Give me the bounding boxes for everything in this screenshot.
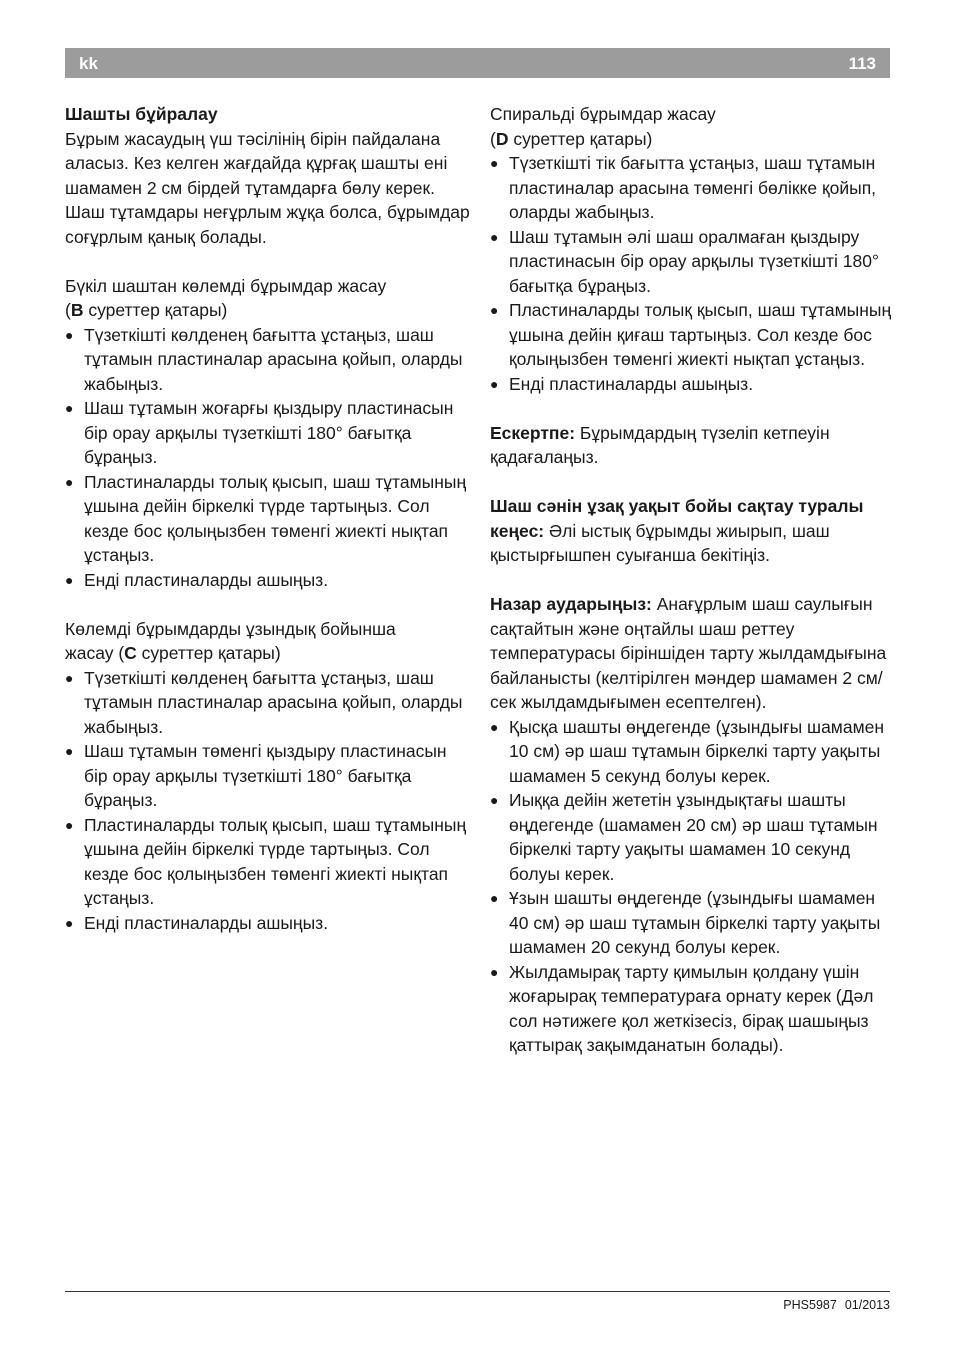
- list-item: ● Ұзын шашты өңдегенде (ұзындығы шамамен 40 см) әр шаш тұтамын біркелкі тарту уақыты шамамен 20 секунд болуы керек.: [490, 886, 895, 960]
- note-text: Бұрымдардың түзеліп кетпеуін қадағалаңыз.: [490, 422, 830, 467]
- left-column: [65, 102, 475, 960]
- list-item: ● Шаш тұтамын төменгі қыздыру пластинасын бір орау арқылы түзеткішті 180° бағытқа бұраңыз.: [65, 739, 475, 813]
- note-paragraph: [490, 421, 895, 470]
- heading-c-suffix: суреттер қатары): [136, 643, 281, 663]
- section-title-curling: Шашты бұйралау: [65, 104, 218, 124]
- list-item: ● Пластиналарды толық қысып, шаш тұтамының ұшына дейін біркелкі түрде тартыңыз. Сол кезде бос қолыңызбен төменгі жиекті нықтап ұстаңыз.: [65, 470, 475, 568]
- heading-d-letter: D: [495, 128, 509, 149]
- list-item: ● Түзеткішті көлденең бағытта ұстаңыз, шаш тұтамын пластиналар арасына қойып, оларды жабыңыз.: [65, 666, 475, 740]
- heading-d-suffix: суреттер қатары): [508, 128, 653, 149]
- list-item: ● Қысқа шашты өңдегенде (ұзындығы шамамен 10 см) әр шаш тұтамын біркелкі тарту уақыты шамамен 5 секунд болуы керек.: [490, 715, 895, 789]
- heading-c-prefix: жасау (: [65, 643, 125, 663]
- list-b: [65, 323, 475, 593]
- list-attention: [490, 715, 895, 1058]
- right-column: [490, 102, 895, 1082]
- page-number: 113: [848, 54, 876, 73]
- section-heading-b: [65, 274, 475, 323]
- footer-model: PHS5987: [783, 1298, 837, 1312]
- footer-divider: [65, 1291, 890, 1292]
- list-item: ● Енді пластиналарды ашыңыз.: [65, 911, 475, 936]
- tip-text: Әлі ыстық бұрымды жиырып, шаш қыстырғышпен суығанша бекітіңіз.: [490, 520, 830, 565]
- list-item: ● Түзеткішті тік бағытта ұстаңыз, шаш тұтамын пластиналар арасына төменгі бөлікке қойып, оларды жабыңыз.: [490, 151, 895, 225]
- section-curling: [65, 102, 475, 249]
- note-label: Ескертпе:: [490, 422, 576, 443]
- heading-b-paren: (: [65, 300, 71, 320]
- list-item: ● Иыққа дейін жететін ұзындықтағы шашты өңдегенде (шамамен 20 см) әр шаш тұтамын біркелкі тарту уақыты шамамен 10 секунд болуы керек.: [490, 788, 895, 886]
- attention-label: Назар аударыңыз:: [490, 594, 652, 614]
- heading-b-letter: B: [70, 300, 84, 320]
- attention-paragraph: [490, 592, 895, 715]
- heading-c-letter: C: [124, 643, 137, 663]
- list-item: ● Пластиналарды толық қысып, шаш тұтамының ұшына дейін қиғаш тартыңыз. Сол кезде бос қолыңызбен төменгі жиекті нықтап ұстаңыз.: [490, 298, 895, 372]
- list-item: ● Түзеткішті көлденең бағытта ұстаңыз, шаш тұтамын пластиналар арасына қойып, оларды жабыңыз.: [65, 323, 475, 397]
- heading-b-line1: Бүкіл шаштан көлемді бұрымдар жасау: [65, 275, 387, 296]
- heading-d-line1: Спиральді бұрымдар жасау: [490, 104, 716, 124]
- page-header-bar: [65, 48, 890, 78]
- language-code: kk: [79, 54, 98, 73]
- list-item: ● Енді пластиналарды ашыңыз.: [490, 372, 895, 397]
- list-item: ● Шаш тұтамын жоғарғы қыздыру пластинасын бір орау арқылы түзеткішті 180° бағытқа бұраңыз.: [65, 396, 475, 470]
- section-body-curling: Бұрым жасаудың үш тәсілінің бірін пайдалана аласыз. Кез келген жағдайда құрғақ шашты ені шамамен 2 см бірдей тұтамдарға бөлу керек. Шаш тұтамдары неғұрлым жұқа болса, бұрымдар соғұрлым қанық болады.: [65, 128, 470, 247]
- list-item: ● Жылдамырақ тарту қимылын қолдану үшін жоғарырақ температураға орнату керек (Дәл сол нәтижеге қол жеткізесіз, бірақ шашыңыз қаттырақ зақымданатын болады).: [490, 960, 895, 1058]
- tip-paragraph: [490, 494, 895, 568]
- list-c: [65, 666, 475, 936]
- tip-label: Шаш сәнін ұзақ уақыт бойы сақтау туралы кеңес:: [490, 496, 864, 541]
- list-item: ● Енді пластиналарды ашыңыз.: [65, 568, 475, 593]
- list-d: [490, 151, 895, 396]
- heading-b-suffix: суреттер қатары): [83, 300, 228, 320]
- heading-d-paren: (: [490, 128, 496, 149]
- heading-c-line1: Көлемді бұрымдарды ұзындық бойынша: [65, 618, 396, 639]
- section-heading-c: [65, 617, 475, 666]
- section-heading-d: [490, 102, 895, 151]
- attention-text: Анағұрлым шаш саулығын сақтайтын және оңтайлы шаш реттеу температурасы біріншіден тарту жылдамдығына байланысты (келтірілген мәндер шамамен 2 см/сек жылдамдығымен есептелген).: [490, 594, 887, 712]
- list-item: ● Шаш тұтамын әлі шаш оралмаған қыздыру пластинасын бір орау арқылы түзеткішті 180° бағытқа бұраңыз.: [490, 225, 895, 299]
- list-item: ● Пластиналарды толық қысып, шаш тұтамының ұшына дейін біркелкі түрде тартыңыз. Сол кезде бос қолыңызбен төменгі жиекті нықтап ұстаңыз.: [65, 813, 475, 911]
- footer-date: 01/2013: [844, 1298, 890, 1312]
- footer: [775, 1298, 890, 1312]
